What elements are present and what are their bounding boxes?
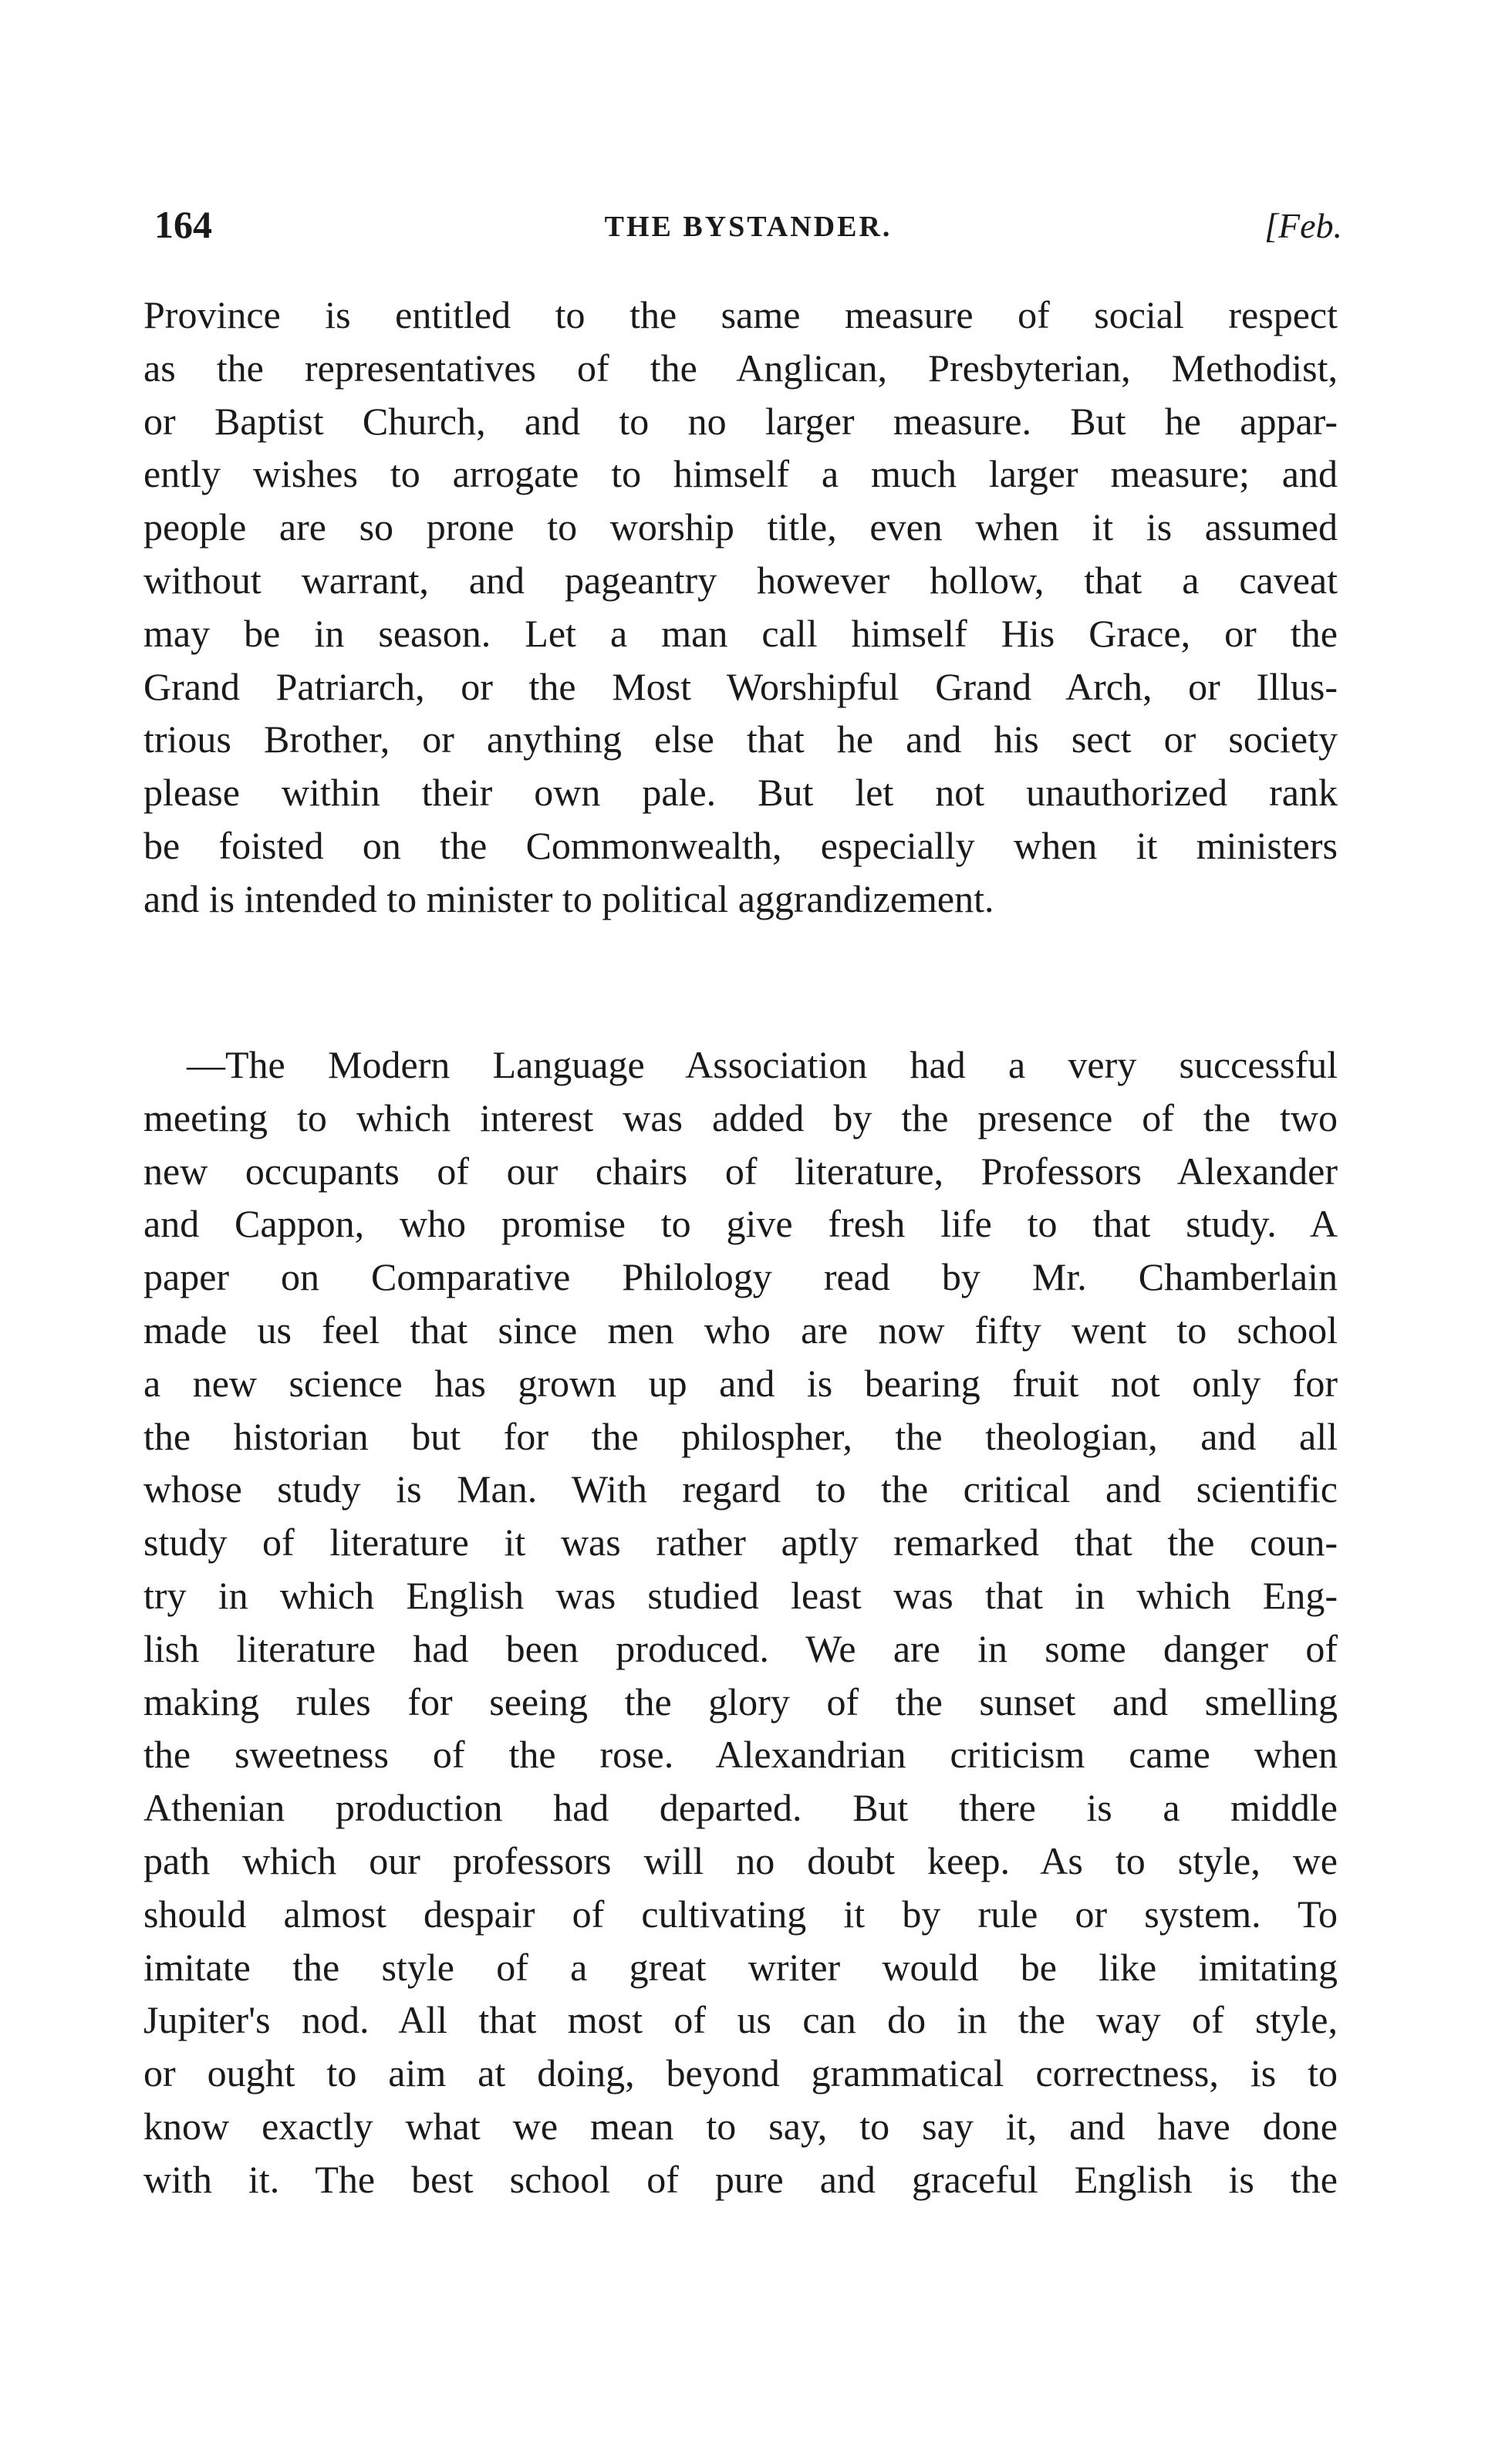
text-line: and Cappon, who promise to give fresh life to that study. A xyxy=(143,1202,1338,1246)
text-line: whose study is Man. With regard to the critical and scientific xyxy=(143,1467,1338,1511)
text-line: be foisted on the Commonwealth, especially when it ministers xyxy=(143,823,1338,867)
text-line: know exactly what we mean to say, to say it, and have done xyxy=(143,2104,1338,2148)
page-number: 164 xyxy=(154,203,212,246)
month-label: [Feb. xyxy=(1264,206,1342,245)
paragraph-2 xyxy=(143,1038,1338,2206)
text-line: the sweetness of the rose. Alexandrian criticism came when xyxy=(143,1733,1338,1777)
text-line: ently wishes to arrogate to himself a much larger measure; and xyxy=(143,452,1338,496)
text-line: as the representatives of the Anglican, Presbyterian, Methodist, xyxy=(143,346,1338,390)
text-line: new occupants of our chairs of literature, Professors Alexander xyxy=(143,1149,1338,1193)
text-line: may be in season. Let a man call himself His Grace, or the xyxy=(143,611,1338,655)
text-line: or Baptist Church, and to no larger measure. But he appar- xyxy=(143,399,1338,443)
journal-title: THE BYSTANDER. xyxy=(604,211,893,243)
text-line: a new science has grown up and is bearing fruit not only for xyxy=(143,1361,1338,1405)
text-line: lish literature had been produced. We are in some danger of xyxy=(143,1626,1338,1670)
paragraph-1 xyxy=(143,289,1338,926)
text-line: should almost despair of cultivating it by rule or system. To xyxy=(143,1892,1338,1936)
text-line: paper on Comparative Philology read by Mr. Chamberlain xyxy=(143,1255,1338,1299)
text-line: Province is entitled to the same measure of social respect xyxy=(143,293,1338,336)
text-line: or ought to aim at doing, beyond grammatical correctness, is to xyxy=(143,2051,1338,2095)
text-line: without warrant, and pageantry however hollow, that a caveat xyxy=(143,558,1338,602)
text-line: study of literature it was rather aptly remarked that the coun- xyxy=(143,1521,1338,1565)
text-line: path which our professors will no doubt keep. As to style, we xyxy=(143,1838,1338,1882)
text-line: —The Modern Language Association had a very successful xyxy=(187,1043,1338,1086)
text-line: made us feel that since men who are now fifty went to school xyxy=(143,1308,1338,1352)
text-line: imitate the style of a great writer would be like imitating xyxy=(143,1945,1338,1989)
text-line: people are so prone to worship title, even when it is assumed xyxy=(143,505,1338,549)
text-line: Grand Patriarch, or the Most Worshipful Grand Arch, or Illus- xyxy=(143,664,1338,708)
text-line: making rules for seeing the glory of the sunset and smelling xyxy=(143,1679,1338,1723)
text-line: please within their own pale. But let not unauthorized rank xyxy=(143,771,1338,815)
text-line: the historian but for the philospher, the theologian, and all xyxy=(143,1414,1338,1458)
text-line: with it. The best school of pure and graceful English is the xyxy=(143,2157,1338,2201)
text-line: try in which English was studied least was that in which Eng- xyxy=(143,1573,1338,1617)
text-line: meeting to which interest was added by the presence of the two xyxy=(143,1095,1338,1139)
text-line: trious Brother, or anything else that he and his sect or society xyxy=(143,717,1338,761)
text-line: Jupiter's nod. All that most of us can do in the way of style, xyxy=(143,1998,1338,2042)
running-head xyxy=(154,202,1342,248)
text-line: Athenian production had departed. But there is a middle xyxy=(143,1786,1338,1830)
text-line: and is intended to minister to political aggrandizement. xyxy=(143,876,994,920)
